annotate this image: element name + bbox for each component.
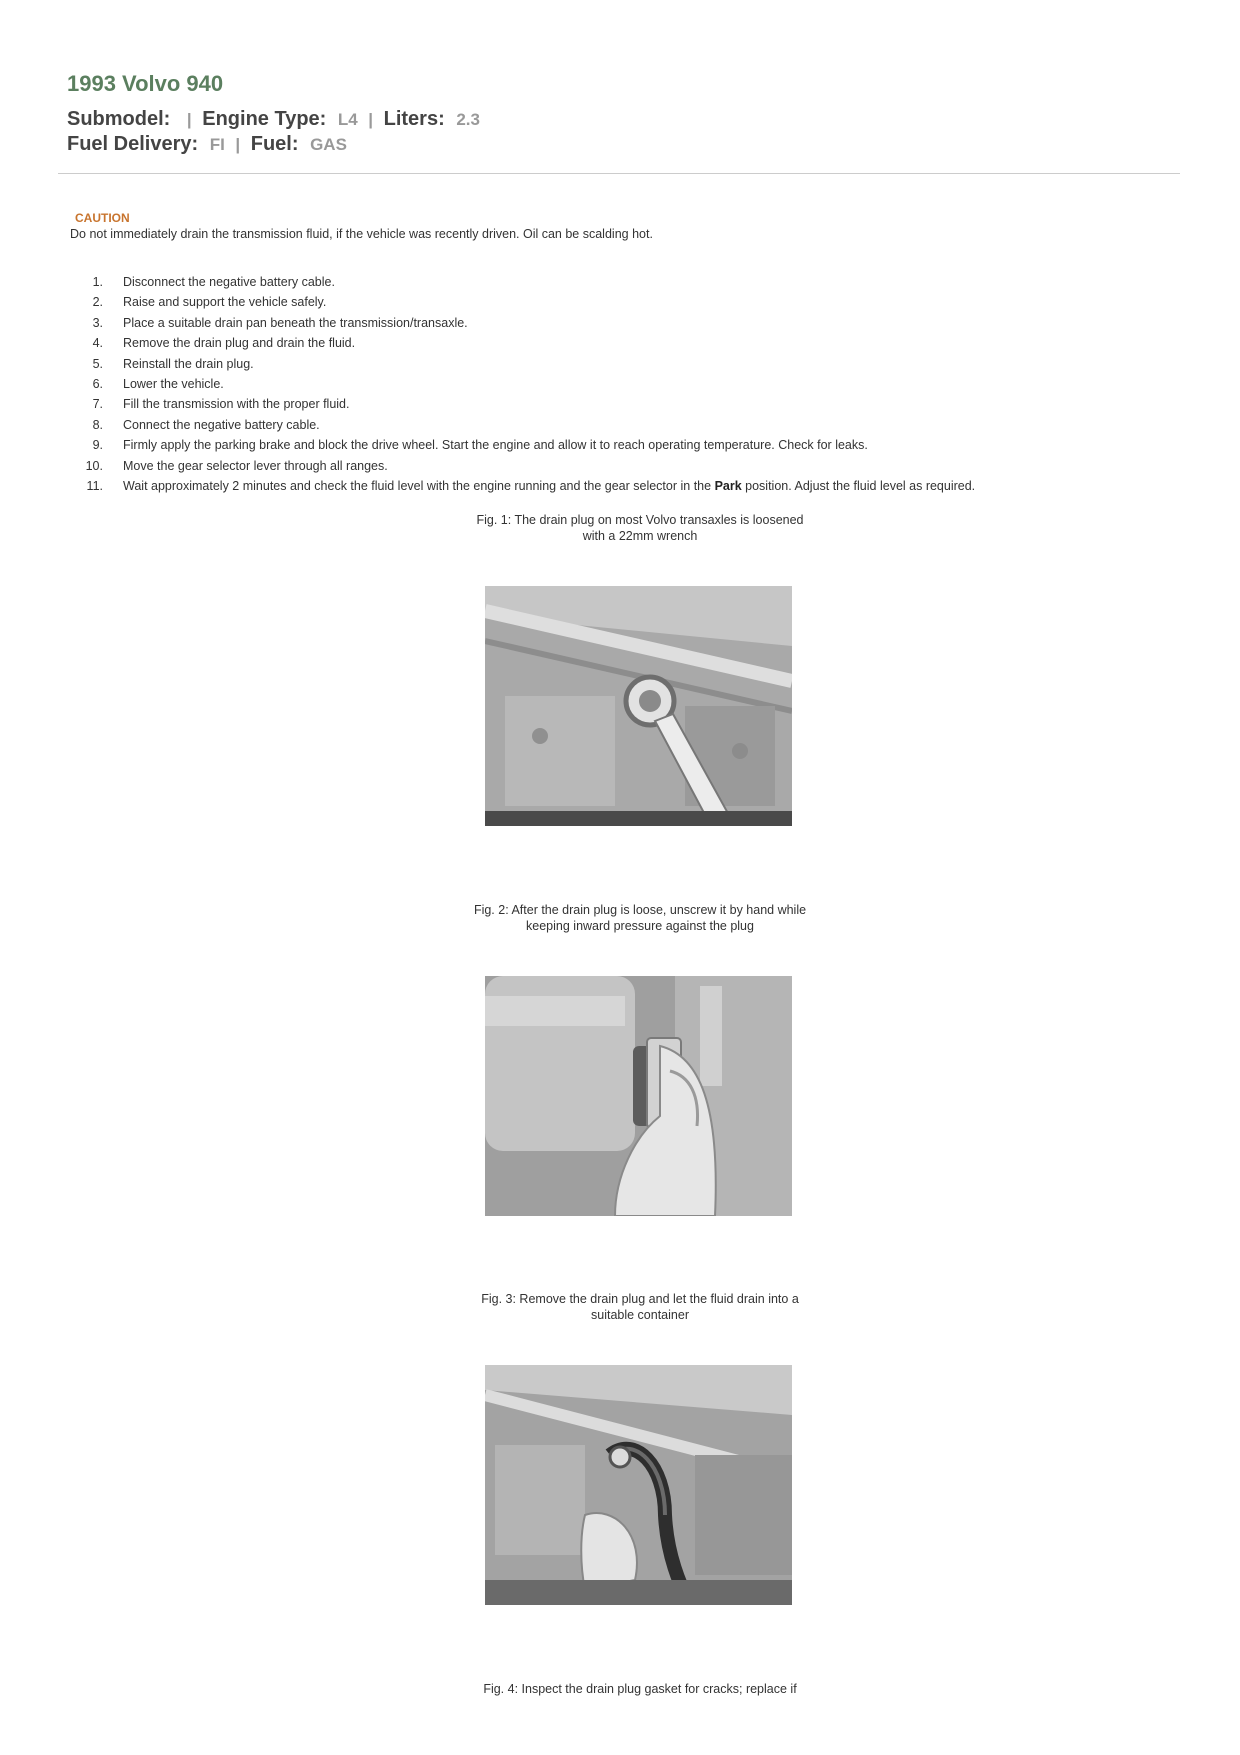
- step-text: Firmly apply the parking brake and block the drive wheel. Start the engine and allow it to reach operating temperature. Check for leaks.: [123, 438, 868, 453]
- step-text: [123, 476, 975, 496]
- step-text: Remove the drain plug and drain the fluid.: [123, 336, 356, 351]
- figure-image-1: [485, 586, 792, 826]
- vehicle-spec-line-1: [67, 108, 480, 131]
- figure-caption-4: [420, 1682, 860, 1698]
- vehicle-spec-line-2: [67, 133, 347, 156]
- caption-line: suitable container: [591, 1307, 689, 1322]
- step-text: Connect the negative battery cable.: [123, 417, 320, 432]
- caption-line: Fig. 4: Inspect the drain plug gasket for cracks; replace if: [483, 1682, 797, 1696]
- separator: |: [368, 110, 374, 129]
- separator: |: [235, 135, 241, 154]
- caption-line: Fig. 1: The drain plug on most Volvo transaxles is loosened: [476, 513, 804, 527]
- step-text: Move the gear selector lever through all ranges.: [123, 458, 388, 473]
- engine-type-value: L4: [337, 110, 358, 129]
- step-item: [70, 456, 975, 476]
- figure-image-3: [485, 1365, 792, 1605]
- fuel-label: Fuel:: [250, 133, 299, 155]
- header-divider: [58, 173, 1180, 174]
- fuel-delivery-label: Fuel Delivery:: [67, 133, 199, 155]
- step-text: Place a suitable drain pan beneath the transmission/transaxle.: [123, 315, 468, 330]
- step-text-emphasis: Park: [714, 478, 742, 493]
- figure-caption-2: [420, 903, 860, 934]
- caption-line: Fig. 2: After the drain plug is loose, unscrew it by hand while: [473, 903, 807, 917]
- procedure-steps: [70, 272, 975, 496]
- page-title: 1993 Volvo 940: [67, 71, 224, 96]
- step-number: 6.: [92, 376, 103, 391]
- figure-image-2: [485, 976, 792, 1216]
- step-number: 4.: [92, 336, 103, 351]
- step-number: 2.: [92, 295, 103, 310]
- step-text: Lower the vehicle.: [123, 376, 224, 391]
- separator: |: [186, 110, 192, 129]
- caution-label: CAUTION: [75, 211, 130, 225]
- step-text: Reinstall the drain plug.: [123, 356, 254, 371]
- step-number: 1.: [92, 275, 103, 289]
- step-item: [70, 374, 975, 394]
- step-number: 5.: [92, 356, 103, 371]
- fuel-delivery-value: FI: [209, 135, 225, 154]
- caption-line: with a 22mm wrench: [582, 528, 698, 543]
- fuel-value: GAS: [310, 135, 347, 154]
- step-item: [70, 272, 975, 292]
- submodel-label: Submodel:: [67, 108, 171, 130]
- step-item: [70, 354, 975, 374]
- step-text: Raise and support the vehicle safely.: [123, 295, 327, 310]
- step-number: 10.: [85, 458, 103, 473]
- step-text-part: Wait approximately 2 minutes and check the fluid level with the engine running and the gear selector in the: [123, 478, 712, 493]
- engine-type-label: Engine Type:: [202, 108, 327, 130]
- step-text: Fill the transmission with the proper fluid.: [123, 397, 350, 412]
- step-number: 11.: [86, 478, 103, 493]
- caution-text: Do not immediately drain the transmission fluid, if the vehicle was recently driven. Oil can be scalding hot.: [70, 227, 653, 241]
- step-item: [70, 313, 975, 333]
- step-item: [70, 435, 975, 455]
- step-number: 9.: [92, 438, 103, 453]
- step-item: [70, 333, 975, 353]
- step-item: [70, 476, 975, 496]
- step-number: 7.: [92, 397, 103, 412]
- liters-value: 2.3: [456, 110, 480, 129]
- caption-line: keeping inward pressure against the plug: [526, 918, 754, 933]
- figure-caption-1: [420, 513, 860, 544]
- liters-label: Liters:: [383, 108, 445, 130]
- step-item: [70, 415, 975, 435]
- step-text-part: position. Adjust the fluid level as required.: [745, 478, 976, 493]
- step-text: Disconnect the negative battery cable.: [123, 275, 335, 289]
- step-item: [70, 292, 975, 312]
- caption-line: Fig. 3: Remove the drain plug and let the fluid drain into a: [481, 1292, 799, 1306]
- step-item: [70, 394, 975, 414]
- step-number: 8.: [92, 417, 103, 432]
- step-number: 3.: [92, 315, 103, 330]
- figure-caption-3: [420, 1292, 860, 1323]
